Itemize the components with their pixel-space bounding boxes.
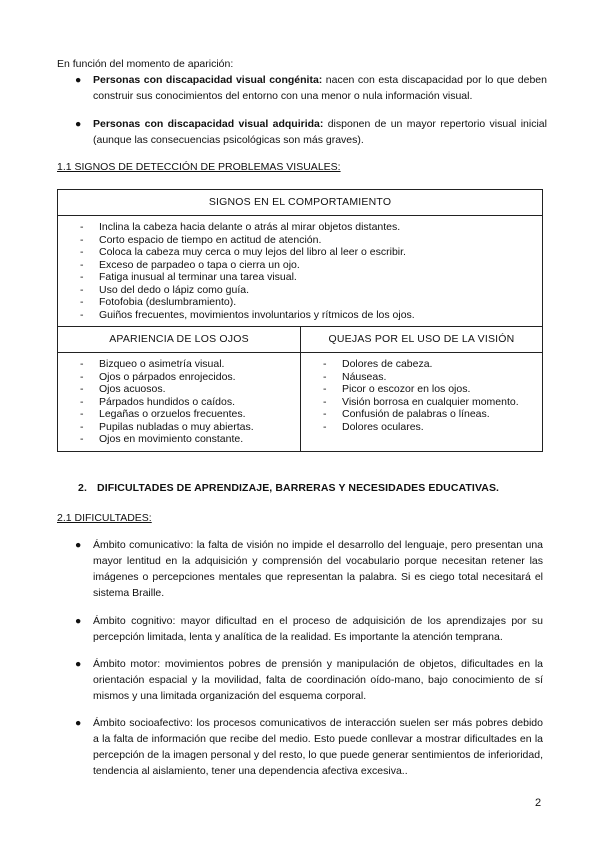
list-item: - Pupilas nubladas o muy abiertas. [80, 420, 254, 433]
section-number: 2. [78, 482, 87, 494]
list-item: - Uso del dedo o lápiz como guía. [80, 283, 250, 296]
dash-icon: - [80, 246, 84, 258]
dash-icon: - [80, 408, 84, 420]
complaints-list [301, 353, 542, 438]
list-item: - Ojos acuosos. [80, 383, 166, 395]
bullet-icon: ● [75, 658, 82, 670]
item-term: Personas con discapacidad visual adquirida: [93, 118, 324, 130]
section-2-title [78, 482, 499, 494]
dash-icon: - [80, 283, 84, 296]
appearance-header: APARIENCIA DE LOS OJOS [58, 327, 301, 353]
list-item: - Coloca la cabeza muy cerca o muy lejos del libro al leer o escribir. [80, 246, 406, 258]
list-item: - Inclina la cabeza hacia delante o atrás al mirar objetos distantes. [80, 221, 401, 233]
dash-icon: - [80, 383, 84, 395]
intro-list [57, 73, 547, 148]
list-item: - Fotofobia (deslumbramiento). [80, 296, 237, 308]
complaints-cell [301, 353, 543, 452]
list-item: - Guiños frecuentes, movimientos involuntarios y rítmicos de los ojos. [80, 308, 415, 321]
list-item: - Ojos en movimiento constante. [80, 433, 244, 445]
list-item: - Náuseas. [323, 370, 387, 383]
item-term: Personas con discapacidad visual congénita: [93, 74, 323, 86]
list-item: ● Ámbito motor: movimientos pobres de prensión y manipulación de objetos, dificultades en la orientación espacial y la movilidad, falta de coordinación oído-mano, bajo conocimiento de sí mismos y una limitada organización del esquema corporal. [75, 658, 543, 702]
list-item [57, 117, 547, 148]
dash-icon: - [323, 370, 327, 383]
intro-lead: En función del momento de aparición: [57, 58, 234, 70]
list-item [57, 73, 547, 104]
list-item: - Picor o escozor en los ojos. [323, 383, 471, 395]
list-item: - Corto espacio de tiempo en actitud de atención. [80, 233, 322, 246]
signs-table [57, 189, 543, 452]
dash-icon: - [323, 383, 327, 395]
dash-icon: - [80, 395, 84, 408]
list-item: - Ojos o párpados enrojecidos. [80, 370, 236, 383]
dash-icon: - [80, 433, 84, 445]
bullet-icon: ● [75, 615, 82, 627]
item-text: nacen con esta discapacidad por lo que deben construir sus conocimientos del entorno con una menor o nula información visual. [93, 74, 547, 102]
list-item: ● Ámbito comunicativo: la falta de visión no impide el desarrollo del lenguaje, pero presentan una mayor lentitud en la adquisición y comprensión del vocabulario porque necesitan retener las imágenes o percepciones mentales que representan la palabra. Si es ciego total necesitará el sistema Braille. [75, 539, 543, 599]
list-item: - Exceso de parpadeo o tapa o cierra un ojo. [80, 258, 300, 271]
behavior-header: SIGNOS EN EL COMPORTAMIENTO [58, 190, 543, 216]
difficulty-item-cognitive [57, 613, 543, 645]
list-item: ● Ámbito cognitivo: mayor dificultad en el proceso de adquisición de los aprendizajes por su percepción limitada, lenta y analítica de la realidad. Es importante la atención temprana. [75, 615, 543, 643]
behavior-list [58, 216, 542, 326]
list-item: - Dolores oculares. [323, 420, 424, 433]
difficulty-item-socioaffective [57, 715, 543, 779]
list-item: ● Ámbito socioafectivo: los procesos comunicativos de interacción suelen ser más pobres debido a la falta de información que recibe del medio. Esto puede conllevar a mostrar dificultades en la percepción de la imagen personal y del resto, lo que puede generar sentimientos de inferioridad, tendencia al aislamiento, tener una dependencia afectiva excesiva.. [75, 717, 543, 777]
list-item: - Legañas o orzuelos frecuentes. [80, 408, 246, 420]
bullet-icon: ● [75, 74, 82, 86]
intro-block [57, 57, 547, 148]
bullet-icon: ● [75, 118, 82, 130]
bullet-icon: ● [75, 539, 82, 551]
bullet-icon: ● [75, 717, 82, 729]
dash-icon: - [80, 221, 84, 233]
list-item: - Visión borrosa en cualquier momento. [323, 395, 519, 408]
difficulty-item-motor [57, 656, 543, 704]
section-1-1-title: 1.1 SIGNOS DE DETECCIÓN DE PROBLEMAS VISUALES: [57, 161, 341, 173]
difficulty-item-communicative [57, 537, 543, 601]
list-item: - Confusión de palabras o líneas. [323, 408, 490, 420]
dash-icon: - [80, 358, 84, 370]
complaints-header: QUEJAS POR EL USO DE LA VISIÓN [301, 327, 543, 353]
list-item: - Dolores de cabeza. [323, 358, 433, 370]
appearance-list [58, 353, 300, 451]
appearance-cell [58, 353, 301, 452]
dash-icon: - [80, 420, 84, 433]
dash-icon: - [323, 408, 327, 420]
section-2-text: DIFICULTADES DE APRENDIZAJE, BARRERAS Y NECESIDADES EDUCATIVAS. [97, 482, 500, 494]
list-item: - Párpados hundidos o caídos. [80, 395, 236, 408]
dash-icon: - [323, 420, 327, 433]
dash-icon: - [80, 258, 84, 271]
dash-icon: - [323, 395, 327, 408]
section-2-1-title: 2.1 DIFICULTADES: [57, 512, 152, 524]
page-number: 2 [535, 797, 542, 809]
dash-icon: - [80, 233, 84, 246]
dash-icon: - [80, 296, 84, 308]
dash-icon: - [323, 358, 327, 370]
dash-icon: - [80, 271, 84, 283]
dash-icon: - [80, 370, 84, 383]
list-item: - Fatiga inusual al terminar una tarea visual. [80, 271, 297, 283]
item-text: disponen de un mayor repertorio visual inicial (aunque las consecuencias psicológicas son más graves). [93, 118, 547, 146]
dash-icon: - [80, 308, 84, 321]
behavior-cell [58, 216, 543, 327]
list-item: - Bizqueo o asimetría visual. [80, 358, 225, 370]
